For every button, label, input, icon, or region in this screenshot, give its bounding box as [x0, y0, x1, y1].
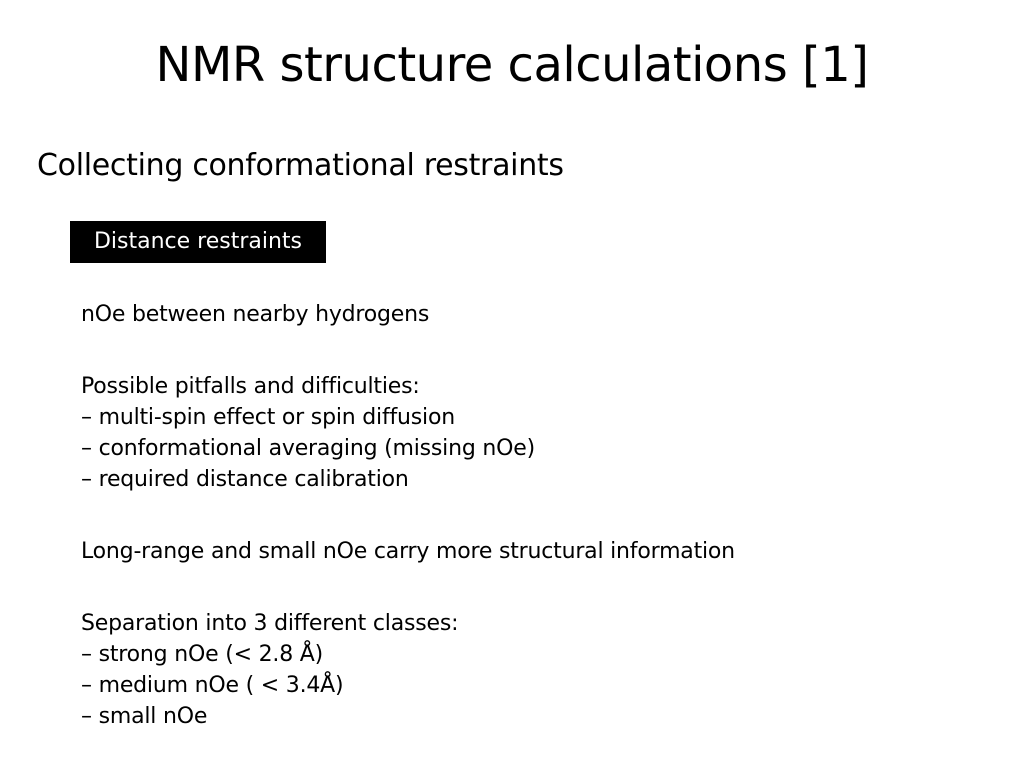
- longrange-paragraph: [81, 536, 735, 567]
- section-heading: Collecting conformational restraints: [37, 148, 564, 183]
- pitfalls-paragraph: [81, 371, 535, 495]
- noe-paragraph: [81, 299, 429, 330]
- class-item: – small nOe: [81, 704, 208, 729]
- longrange-text: Long-range and small nOe carry more structural information: [81, 539, 735, 564]
- pitfalls-intro: Possible pitfalls and difficulties:: [81, 374, 420, 399]
- slide-title: NMR structure calculations [1]: [155, 37, 869, 93]
- pitfall-item: – conformational averaging (missing nOe): [81, 436, 535, 461]
- classes-paragraph: [81, 608, 458, 732]
- pitfall-item: – required distance calibration: [81, 467, 409, 492]
- class-item: – medium nOe ( < 3.4Å): [81, 673, 344, 698]
- noe-text: nOe between nearby hydrogens: [81, 302, 430, 327]
- pitfall-item: – multi-spin effect or spin diffusion: [81, 405, 455, 430]
- classes-intro: Separation into 3 different classes:: [81, 611, 459, 636]
- class-item: – strong nOe (< 2.8 Å): [81, 642, 324, 667]
- distance-restraints-label: Distance restraints: [70, 221, 326, 263]
